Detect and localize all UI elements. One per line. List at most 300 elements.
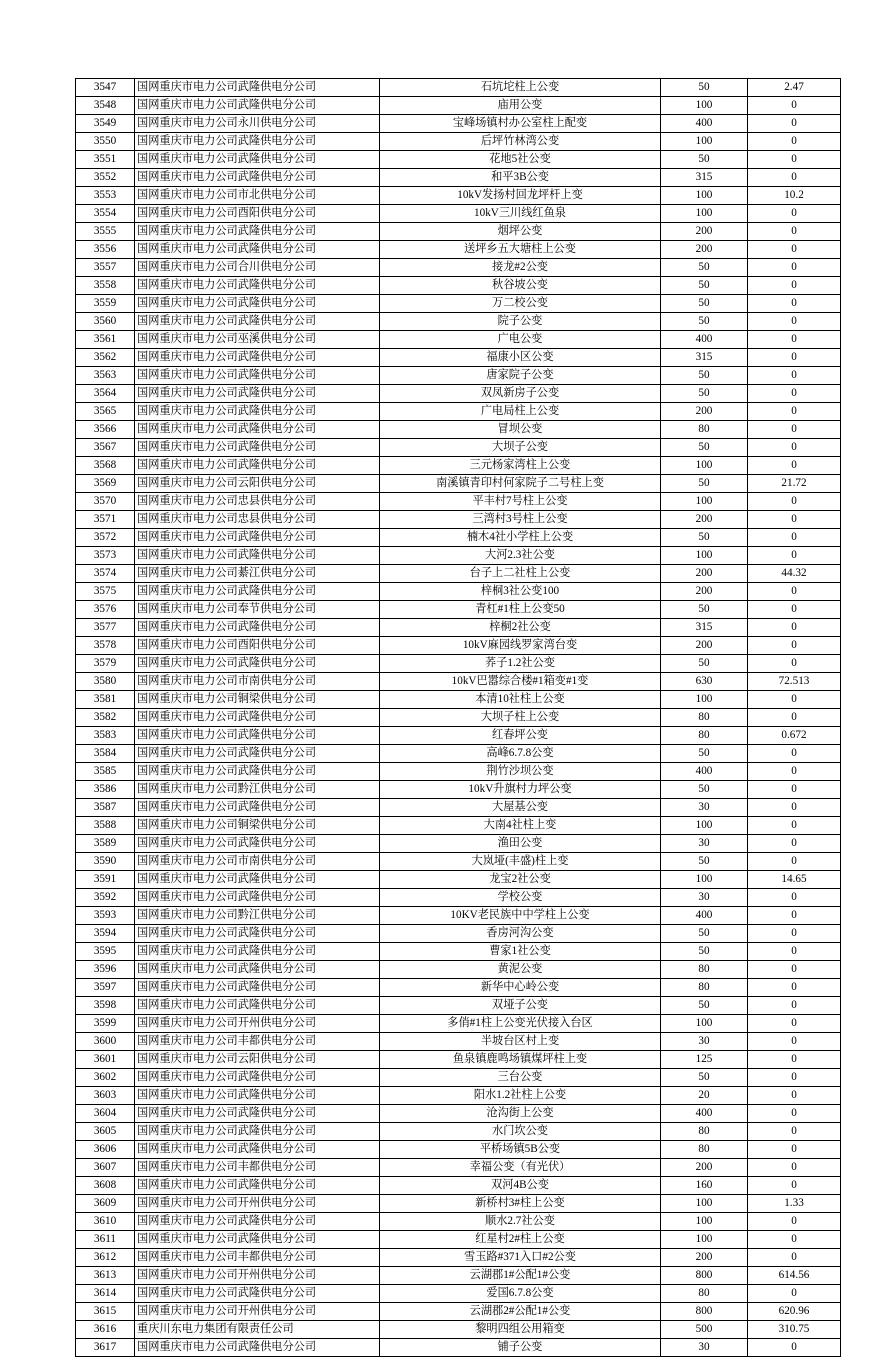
row-organization: 国网重庆市电力公司铜梁供电分公司 xyxy=(135,691,380,709)
row-capacity: 100 xyxy=(661,97,748,115)
row-index: 3555 xyxy=(76,223,135,241)
row-index: 3597 xyxy=(76,979,135,997)
row-value: 0 xyxy=(748,259,841,277)
row-capacity: 30 xyxy=(661,1339,748,1357)
row-organization: 国网重庆市电力公司武隆供电分公司 xyxy=(135,241,380,259)
row-value: 0 xyxy=(748,691,841,709)
row-index: 3563 xyxy=(76,367,135,385)
row-capacity: 50 xyxy=(661,853,748,871)
row-capacity: 80 xyxy=(661,979,748,997)
table-row xyxy=(76,205,841,223)
row-index: 3578 xyxy=(76,637,135,655)
row-capacity: 100 xyxy=(661,1015,748,1033)
table-row xyxy=(76,385,841,403)
row-station-name: 大岚垭(丰盛)柱上变 xyxy=(380,853,661,871)
row-value: 0 xyxy=(748,313,841,331)
row-capacity: 100 xyxy=(661,457,748,475)
row-value: 0 xyxy=(748,637,841,655)
row-station-name: 双垭子公变 xyxy=(380,997,661,1015)
table-row xyxy=(76,331,841,349)
row-index: 3598 xyxy=(76,997,135,1015)
row-organization: 国网重庆市电力公司合川供电分公司 xyxy=(135,259,380,277)
row-station-name: 云湖郡2#公配1#公变 xyxy=(380,1303,661,1321)
row-index: 3584 xyxy=(76,745,135,763)
row-capacity: 50 xyxy=(661,997,748,1015)
table-row xyxy=(76,313,841,331)
row-station-name: 平桥场镇5B公变 xyxy=(380,1141,661,1159)
row-capacity: 50 xyxy=(661,925,748,943)
row-capacity: 800 xyxy=(661,1303,748,1321)
row-station-name: 红春坪公变 xyxy=(380,727,661,745)
row-organization: 国网重庆市电力公司武隆供电分公司 xyxy=(135,403,380,421)
table-row xyxy=(76,1303,841,1321)
table-row xyxy=(76,889,841,907)
row-value: 0 xyxy=(748,115,841,133)
row-value: 0 xyxy=(748,421,841,439)
row-capacity: 315 xyxy=(661,349,748,367)
row-index: 3550 xyxy=(76,133,135,151)
row-value: 0 xyxy=(748,241,841,259)
row-value: 0 xyxy=(748,529,841,547)
table-row xyxy=(76,1195,841,1213)
row-value: 0 xyxy=(748,817,841,835)
row-organization: 国网重庆市电力公司丰都供电分公司 xyxy=(135,1033,380,1051)
row-value: 0 xyxy=(748,583,841,601)
row-capacity: 200 xyxy=(661,1249,748,1267)
row-organization: 国网重庆市电力公司武隆供电分公司 xyxy=(135,1339,380,1357)
row-capacity: 50 xyxy=(661,79,748,97)
row-organization: 国网重庆市电力公司忠县供电分公司 xyxy=(135,511,380,529)
row-organization: 国网重庆市电力公司武隆供电分公司 xyxy=(135,1069,380,1087)
table-row xyxy=(76,367,841,385)
row-organization: 国网重庆市电力公司武隆供电分公司 xyxy=(135,1213,380,1231)
row-capacity: 50 xyxy=(661,439,748,457)
row-capacity: 50 xyxy=(661,529,748,547)
row-capacity: 200 xyxy=(661,511,748,529)
row-index: 3581 xyxy=(76,691,135,709)
row-organization: 国网重庆市电力公司綦江供电分公司 xyxy=(135,565,380,583)
row-organization: 重庆川东电力集团有限责任公司 xyxy=(135,1321,380,1339)
table-row xyxy=(76,907,841,925)
table-row xyxy=(76,187,841,205)
table-row xyxy=(76,1267,841,1285)
row-station-name: 鱼泉镇鹿鸣场镇煤坪柱上变 xyxy=(380,1051,661,1069)
row-value: 0 xyxy=(748,403,841,421)
table-row xyxy=(76,1231,841,1249)
row-index: 3595 xyxy=(76,943,135,961)
table-row xyxy=(76,1249,841,1267)
row-value: 0 xyxy=(748,601,841,619)
table-row xyxy=(76,979,841,997)
row-value: 310.75 xyxy=(748,1321,841,1339)
row-value: 0 xyxy=(748,655,841,673)
row-value: 0 xyxy=(748,1087,841,1105)
row-index: 3593 xyxy=(76,907,135,925)
row-index: 3585 xyxy=(76,763,135,781)
table-row xyxy=(76,349,841,367)
row-index: 3605 xyxy=(76,1123,135,1141)
row-station-name: 和平3B公变 xyxy=(380,169,661,187)
row-value: 0 xyxy=(748,889,841,907)
row-station-name: 红星村2#柱上公变 xyxy=(380,1231,661,1249)
row-organization: 国网重庆市电力公司武隆供电分公司 xyxy=(135,1123,380,1141)
row-index: 3579 xyxy=(76,655,135,673)
row-organization: 国网重庆市电力公司武隆供电分公司 xyxy=(135,763,380,781)
row-station-name: 烟坪公变 xyxy=(380,223,661,241)
row-station-name: 高峰6.7.8公变 xyxy=(380,745,661,763)
row-station-name: 黎明四组公用箱变 xyxy=(380,1321,661,1339)
row-value: 0 xyxy=(748,385,841,403)
row-station-name: 半坡台区村上变 xyxy=(380,1033,661,1051)
row-value: 0 xyxy=(748,835,841,853)
row-capacity: 400 xyxy=(661,115,748,133)
row-organization: 国网重庆市电力公司武隆供电分公司 xyxy=(135,1141,380,1159)
row-value: 0 xyxy=(748,853,841,871)
row-index: 3558 xyxy=(76,277,135,295)
row-organization: 国网重庆市电力公司武隆供电分公司 xyxy=(135,997,380,1015)
row-index: 3551 xyxy=(76,151,135,169)
table-row xyxy=(76,1015,841,1033)
table-row xyxy=(76,817,841,835)
row-station-name: 10KV老民族中中学柱上公变 xyxy=(380,907,661,925)
row-organization: 国网重庆市电力公司武隆供电分公司 xyxy=(135,421,380,439)
row-organization: 国网重庆市电力公司云阳供电分公司 xyxy=(135,1051,380,1069)
row-index: 3613 xyxy=(76,1267,135,1285)
row-capacity: 100 xyxy=(661,817,748,835)
row-index: 3572 xyxy=(76,529,135,547)
row-value: 0 xyxy=(748,223,841,241)
table-row xyxy=(76,223,841,241)
row-station-name: 香房河沟公变 xyxy=(380,925,661,943)
row-value: 0 xyxy=(748,133,841,151)
row-station-name: 爱国6.7.8公变 xyxy=(380,1285,661,1303)
row-organization: 国网重庆市电力公司市北供电分公司 xyxy=(135,187,380,205)
row-value: 0 xyxy=(748,925,841,943)
table-row xyxy=(76,1339,841,1357)
row-organization: 国网重庆市电力公司武隆供电分公司 xyxy=(135,961,380,979)
row-organization: 国网重庆市电力公司武隆供电分公司 xyxy=(135,1177,380,1195)
row-organization: 国网重庆市电力公司武隆供电分公司 xyxy=(135,349,380,367)
row-capacity: 100 xyxy=(661,547,748,565)
row-organization: 国网重庆市电力公司武隆供电分公司 xyxy=(135,727,380,745)
row-station-name: 黄泥公变 xyxy=(380,961,661,979)
table-row xyxy=(76,115,841,133)
row-organization: 国网重庆市电力公司武隆供电分公司 xyxy=(135,79,380,97)
row-capacity: 200 xyxy=(661,223,748,241)
row-organization: 国网重庆市电力公司开州供电分公司 xyxy=(135,1015,380,1033)
row-organization: 国网重庆市电力公司市南供电分公司 xyxy=(135,853,380,871)
table-row xyxy=(76,673,841,691)
row-index: 3573 xyxy=(76,547,135,565)
table-row xyxy=(76,493,841,511)
row-station-name: 渔田公变 xyxy=(380,835,661,853)
row-value: 0 xyxy=(748,799,841,817)
row-capacity: 315 xyxy=(661,169,748,187)
row-index: 3575 xyxy=(76,583,135,601)
row-index: 3567 xyxy=(76,439,135,457)
row-value: 0 xyxy=(748,1339,841,1357)
row-value: 0 xyxy=(748,511,841,529)
row-station-name: 秋谷坡公变 xyxy=(380,277,661,295)
table-row xyxy=(76,259,841,277)
row-value: 0 xyxy=(748,979,841,997)
table-row xyxy=(76,1159,841,1177)
row-station-name: 大河2.3社公变 xyxy=(380,547,661,565)
row-value: 0 xyxy=(748,1051,841,1069)
table-row xyxy=(76,1069,841,1087)
row-organization: 国网重庆市电力公司武隆供电分公司 xyxy=(135,799,380,817)
row-capacity: 50 xyxy=(661,259,748,277)
row-capacity: 200 xyxy=(661,241,748,259)
table-row xyxy=(76,151,841,169)
row-value: 614.56 xyxy=(748,1267,841,1285)
row-capacity: 630 xyxy=(661,673,748,691)
row-organization: 国网重庆市电力公司忠县供电分公司 xyxy=(135,493,380,511)
table-row xyxy=(76,853,841,871)
row-capacity: 50 xyxy=(661,313,748,331)
row-capacity: 50 xyxy=(661,295,748,313)
row-station-name: 福康小区公变 xyxy=(380,349,661,367)
row-capacity: 100 xyxy=(661,493,748,511)
row-index: 3603 xyxy=(76,1087,135,1105)
row-index: 3580 xyxy=(76,673,135,691)
row-value: 44.32 xyxy=(748,565,841,583)
row-index: 3617 xyxy=(76,1339,135,1357)
row-station-name: 顺水2.7社公变 xyxy=(380,1213,661,1231)
row-index: 3604 xyxy=(76,1105,135,1123)
row-capacity: 200 xyxy=(661,637,748,655)
row-value: 2.47 xyxy=(748,79,841,97)
table-row xyxy=(76,1123,841,1141)
row-value: 0 xyxy=(748,151,841,169)
row-organization: 国网重庆市电力公司武隆供电分公司 xyxy=(135,1087,380,1105)
row-index: 3576 xyxy=(76,601,135,619)
table-row xyxy=(76,277,841,295)
table-row xyxy=(76,925,841,943)
row-organization: 国网重庆市电力公司武隆供电分公司 xyxy=(135,439,380,457)
row-value: 0 xyxy=(748,205,841,223)
row-value: 0 xyxy=(748,709,841,727)
row-organization: 国网重庆市电力公司武隆供电分公司 xyxy=(135,97,380,115)
row-value: 0 xyxy=(748,295,841,313)
row-organization: 国网重庆市电力公司铜梁供电分公司 xyxy=(135,817,380,835)
row-value: 0 xyxy=(748,349,841,367)
table-row xyxy=(76,637,841,655)
table-row xyxy=(76,565,841,583)
row-value: 0 xyxy=(748,1069,841,1087)
row-station-name: 梓桐2社公变 xyxy=(380,619,661,637)
row-index: 3608 xyxy=(76,1177,135,1195)
row-capacity: 400 xyxy=(661,1105,748,1123)
row-organization: 国网重庆市电力公司武隆供电分公司 xyxy=(135,151,380,169)
row-index: 3610 xyxy=(76,1213,135,1231)
table-row xyxy=(76,529,841,547)
row-organization: 国网重庆市电力公司武隆供电分公司 xyxy=(135,223,380,241)
row-organization: 国网重庆市电力公司武隆供电分公司 xyxy=(135,619,380,637)
row-organization: 国网重庆市电力公司武隆供电分公司 xyxy=(135,871,380,889)
row-capacity: 80 xyxy=(661,1285,748,1303)
row-index: 3599 xyxy=(76,1015,135,1033)
row-capacity: 100 xyxy=(661,187,748,205)
row-organization: 国网重庆市电力公司武隆供电分公司 xyxy=(135,133,380,151)
row-value: 0 xyxy=(748,907,841,925)
table-row xyxy=(76,1177,841,1195)
row-organization: 国网重庆市电力公司武隆供电分公司 xyxy=(135,979,380,997)
row-station-name: 院子公变 xyxy=(380,313,661,331)
row-value: 0 xyxy=(748,1249,841,1267)
row-organization: 国网重庆市电力公司武隆供电分公司 xyxy=(135,745,380,763)
row-station-name: 云湖郡1#公配1#公变 xyxy=(380,1267,661,1285)
row-index: 3582 xyxy=(76,709,135,727)
row-capacity: 100 xyxy=(661,133,748,151)
row-station-name: 曹家1社公变 xyxy=(380,943,661,961)
row-value: 14.65 xyxy=(748,871,841,889)
row-capacity: 100 xyxy=(661,871,748,889)
row-capacity: 30 xyxy=(661,799,748,817)
row-organization: 国网重庆市电力公司开州供电分公司 xyxy=(135,1267,380,1285)
table-row xyxy=(76,943,841,961)
row-station-name: 沧沟街上公变 xyxy=(380,1105,661,1123)
row-capacity: 80 xyxy=(661,1141,748,1159)
row-capacity: 125 xyxy=(661,1051,748,1069)
table-row xyxy=(76,97,841,115)
table-row xyxy=(76,799,841,817)
table-row xyxy=(76,745,841,763)
row-station-name: 青杠#1柱上公变50 xyxy=(380,601,661,619)
row-organization: 国网重庆市电力公司武隆供电分公司 xyxy=(135,709,380,727)
row-index: 3553 xyxy=(76,187,135,205)
row-index: 3602 xyxy=(76,1069,135,1087)
row-index: 3560 xyxy=(76,313,135,331)
row-station-name: 庙用公变 xyxy=(380,97,661,115)
row-index: 3609 xyxy=(76,1195,135,1213)
row-organization: 国网重庆市电力公司开州供电分公司 xyxy=(135,1195,380,1213)
row-value: 0 xyxy=(748,1123,841,1141)
row-index: 3564 xyxy=(76,385,135,403)
row-capacity: 30 xyxy=(661,1033,748,1051)
row-index: 3574 xyxy=(76,565,135,583)
row-capacity: 100 xyxy=(661,1195,748,1213)
row-index: 3552 xyxy=(76,169,135,187)
row-station-name: 送坪乡五大塘柱上公变 xyxy=(380,241,661,259)
row-station-name: 冒坝公变 xyxy=(380,421,661,439)
row-index: 3547 xyxy=(76,79,135,97)
row-index: 3616 xyxy=(76,1321,135,1339)
row-organization: 国网重庆市电力公司武隆供电分公司 xyxy=(135,943,380,961)
row-capacity: 80 xyxy=(661,709,748,727)
table-row xyxy=(76,781,841,799)
table-row xyxy=(76,763,841,781)
table-row xyxy=(76,997,841,1015)
row-index: 3549 xyxy=(76,115,135,133)
table-row xyxy=(76,547,841,565)
row-value: 0 xyxy=(748,1033,841,1051)
row-index: 3571 xyxy=(76,511,135,529)
row-index: 3614 xyxy=(76,1285,135,1303)
row-capacity: 50 xyxy=(661,745,748,763)
row-index: 3556 xyxy=(76,241,135,259)
row-capacity: 50 xyxy=(661,385,748,403)
row-index: 3591 xyxy=(76,871,135,889)
row-index: 3557 xyxy=(76,259,135,277)
table-row xyxy=(76,727,841,745)
row-capacity: 400 xyxy=(661,331,748,349)
row-index: 3590 xyxy=(76,853,135,871)
row-capacity: 100 xyxy=(661,205,748,223)
table-container xyxy=(75,78,817,1357)
table-row xyxy=(76,169,841,187)
row-station-name: 大南4社柱上变 xyxy=(380,817,661,835)
row-organization: 国网重庆市电力公司市南供电分公司 xyxy=(135,673,380,691)
row-index: 3596 xyxy=(76,961,135,979)
row-index: 3601 xyxy=(76,1051,135,1069)
table-row xyxy=(76,457,841,475)
table-row xyxy=(76,1105,841,1123)
row-organization: 国网重庆市电力公司武隆供电分公司 xyxy=(135,583,380,601)
row-index: 3566 xyxy=(76,421,135,439)
row-index: 3561 xyxy=(76,331,135,349)
table-row xyxy=(76,1087,841,1105)
table-row xyxy=(76,1141,841,1159)
row-station-name: 铺子公变 xyxy=(380,1339,661,1357)
row-station-name: 10kV发扬村回龙坪杆上变 xyxy=(380,187,661,205)
row-organization: 国网重庆市电力公司黔江供电分公司 xyxy=(135,781,380,799)
row-organization: 国网重庆市电力公司武隆供电分公司 xyxy=(135,1231,380,1249)
row-index: 3583 xyxy=(76,727,135,745)
table-row xyxy=(76,583,841,601)
row-capacity: 30 xyxy=(661,835,748,853)
row-value: 0 xyxy=(748,277,841,295)
row-station-name: 10kV三川线红鱼泉 xyxy=(380,205,661,223)
row-capacity: 50 xyxy=(661,781,748,799)
row-value: 1.33 xyxy=(748,1195,841,1213)
row-value: 0 xyxy=(748,97,841,115)
row-organization: 国网重庆市电力公司开州供电分公司 xyxy=(135,1303,380,1321)
row-value: 0 xyxy=(748,169,841,187)
row-station-name: 梓桐3社公变100 xyxy=(380,583,661,601)
row-index: 3565 xyxy=(76,403,135,421)
row-organization: 国网重庆市电力公司酉阳供电分公司 xyxy=(135,637,380,655)
row-value: 0 xyxy=(748,781,841,799)
row-station-name: 荞子1.2社公变 xyxy=(380,655,661,673)
row-index: 3548 xyxy=(76,97,135,115)
row-capacity: 100 xyxy=(661,1213,748,1231)
table-body xyxy=(76,79,841,1357)
row-index: 3589 xyxy=(76,835,135,853)
row-index: 3592 xyxy=(76,889,135,907)
row-index: 3570 xyxy=(76,493,135,511)
row-station-name: 石坑坨柱上公变 xyxy=(380,79,661,97)
table-row xyxy=(76,835,841,853)
row-capacity: 80 xyxy=(661,961,748,979)
table-row xyxy=(76,421,841,439)
row-capacity: 200 xyxy=(661,583,748,601)
row-value: 0 xyxy=(748,547,841,565)
row-organization: 国网重庆市电力公司武隆供电分公司 xyxy=(135,457,380,475)
row-station-name: 新桥村3#柱上公变 xyxy=(380,1195,661,1213)
row-station-name: 万二校公变 xyxy=(380,295,661,313)
row-station-name: 南溪镇青印村何家院子二号柱上变 xyxy=(380,475,661,493)
row-value: 0 xyxy=(748,1231,841,1249)
row-capacity: 30 xyxy=(661,889,748,907)
row-capacity: 100 xyxy=(661,691,748,709)
row-index: 3586 xyxy=(76,781,135,799)
row-capacity: 50 xyxy=(661,277,748,295)
row-value: 0 xyxy=(748,457,841,475)
row-station-name: 三台公变 xyxy=(380,1069,661,1087)
row-capacity: 80 xyxy=(661,1123,748,1141)
row-index: 3588 xyxy=(76,817,135,835)
